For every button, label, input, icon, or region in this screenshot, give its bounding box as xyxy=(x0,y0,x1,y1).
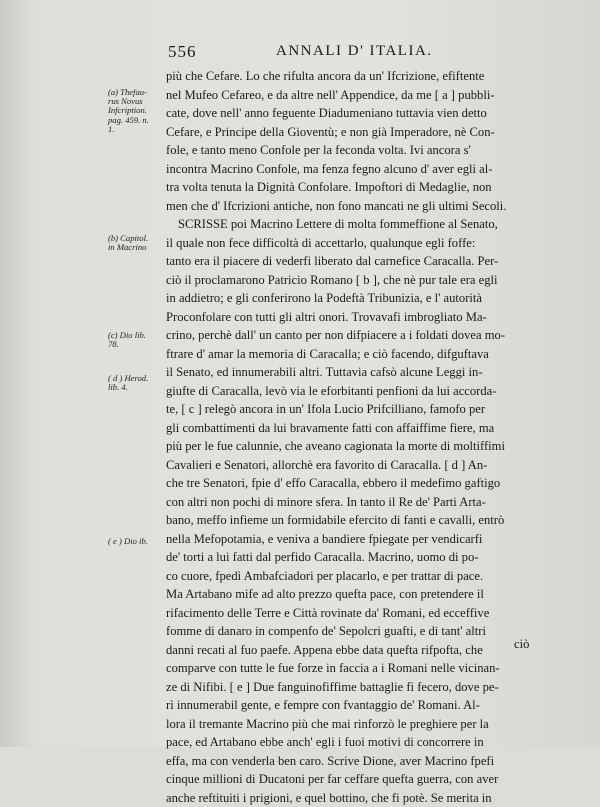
margin-note-line: 1. xyxy=(108,125,166,134)
text-line: danni recati al fuo paefe. Appena ebbe data quefta rifpofta, che xyxy=(166,641,534,660)
text-line: più che Cefare. Lo che rifulta ancora da un' Ifcrizione, efiftente xyxy=(166,67,534,86)
text-line: cinque millioni di Ducatoni per far ceffare quefta guerra, con aver xyxy=(166,770,534,789)
margin-note-line: lib. 4. xyxy=(108,383,166,392)
text-line: men che d' Ifcrizioni antiche, non fono mancati ne gli ultimi Secoli. xyxy=(166,197,534,216)
text-line: comparve con tutte le fue forze in faccia a i Romani nelle vicinan- xyxy=(166,659,534,678)
margin-note-line: (b) Capitol. xyxy=(108,234,166,243)
text-line: bano, meffo infieme un formidabile efercito di fanti e cavalli, entrò xyxy=(166,511,534,530)
margin-note-line: Infcription. xyxy=(108,106,166,115)
margin-note-line: pag. 459. n. xyxy=(108,116,166,125)
text-line: Cefare, e Principe della Gioventù; e non già Imperadore, nè Con- xyxy=(166,123,534,142)
body-text xyxy=(166,67,534,807)
text-line: de' torti a lui fatti dal perfido Caracalla. Macrino, uomo di po- xyxy=(166,548,534,567)
text-line: fomme di danaro in compenfo de' Sepolcri guafti, e di tant' altri xyxy=(166,622,534,641)
text-line: giufte di Caracalla, levò via le eforbitanti penfioni da lui accorda- xyxy=(166,382,534,401)
text-line: effa, ma con venderla ben caro. Scrive Dione, aver Macrino fpefi xyxy=(166,752,534,771)
margin-note-line: ( e ) Dio ib. xyxy=(108,537,166,546)
text-line: tra volta tenuta la Dignità Confolare. Impoftori di Medaglie, non xyxy=(166,178,534,197)
page-header xyxy=(168,42,548,66)
text-line: nella Mefopotamia, e veniva a bandiere fpiegate per vendicarfi xyxy=(166,530,534,549)
margin-note-line: (c) Dio lib. xyxy=(108,331,166,340)
margin-note-line: 78. xyxy=(108,340,166,349)
text-line: fole, e tanto meno Confole per la feconda volta. Ivi ancora s' xyxy=(166,141,534,160)
running-title: ANNALI D' ITALIA. xyxy=(276,43,433,60)
text-line: più per le fue calunnie, che aveano cagionata la morte di moltiffimi xyxy=(166,437,534,456)
text-line: gli combattimenti da lui bravamente fatti con affaiffime fiere, ma xyxy=(166,419,534,438)
text-line: rifacimento delle Terre e Città rovinate da' Romani, ed ecceffive xyxy=(166,604,534,623)
text-line: ciò il proclamarono Patricio Romano [ b ], che nè pur tale era egli xyxy=(166,271,534,290)
margin-note-b xyxy=(108,234,166,252)
text-line: in addietro; e gli conferirono la Podeftà Tribunizia, e l' autorità xyxy=(166,289,534,308)
text-line: che tre Senatori, fpie d' effo Caracalla, ebbero il medefimo gaftigo xyxy=(166,474,534,493)
margin-note-d xyxy=(108,374,166,392)
margin-note-c xyxy=(108,331,166,349)
text-line: nel Mufeo Cefareo, e da altre nell' Appendice, da me [ a ] pubbli- xyxy=(166,86,534,105)
text-line: Ma Artabano mife ad alto prezzo quefta pace, con pretendere il xyxy=(166,585,534,604)
text-line: tanto era il piacere di vederfi liberato dal carnefice Caracalla. Per- xyxy=(166,252,534,271)
text-line: con altri non pochi di minore sfera. In tanto il Re de' Parti Arta- xyxy=(166,493,534,512)
text-line: pace, ed Artabano ebbe anch' egli i fuoi motivi di concorrere in xyxy=(166,733,534,752)
text-line: rì innumerabil gente, e fempre con fvantaggio de' Romani. Al- xyxy=(166,696,534,715)
margin-note-line: (a) Thefau- xyxy=(108,88,166,97)
text-line: crino, perchè dall' un canto per non difpiacere a i foldati dovea mo- xyxy=(166,326,534,345)
text-line: incontra Macrino Confole, ma fenza fegno alcuno d' aver egli al- xyxy=(166,160,534,179)
text-line: SCRISSE poi Macrino Lettere di molta fommeffione al Senato, xyxy=(166,215,534,234)
margin-note-line: in Macrino xyxy=(108,243,166,252)
margin-note-e xyxy=(108,537,166,546)
text-line: ze di Nifibi. [ e ] Due fanguinofiffime battaglie fi fecero, dove pe- xyxy=(166,678,534,697)
margin-note-line: ( d ) Herod. xyxy=(108,374,166,383)
catchword: ciò xyxy=(514,637,529,652)
text-line: Cavalieri e Senatori, allorchè era favorito di Caracalla. [ d ] An- xyxy=(166,456,534,475)
margin-note-a xyxy=(108,88,166,134)
text-line: co cuore, fpedì Ambafciadori per placarlo, e per trattar di pace. xyxy=(166,567,534,586)
page-number: 556 xyxy=(168,42,197,62)
text-line: cate, dove nell' anno feguente Diadumeniano tuttavia vien detto xyxy=(166,104,534,123)
text-line: te, [ c ] relegò ancora in un' Ifola Lucio Prifcilliano, famofo per xyxy=(166,400,534,419)
text-line: il quale non fece difficoltà di accettarlo, qualunque egli foffe: xyxy=(166,234,534,253)
margin-note-line: rus Novus xyxy=(108,97,166,106)
text-line: il Senato, ed innumerabili altri. Tuttavia cafsò alcune Leggi in- xyxy=(166,363,534,382)
text-line: Proconfolare con tutti gli altri onori. Trovavafi imbrogliato Ma- xyxy=(166,308,534,327)
text-line: lora il tremante Macrino più che mai rinforzò le preghiere per la xyxy=(166,715,534,734)
text-line: anche reftituiti i prigioni, e quel bottino, che fi potè. Se merita in xyxy=(166,789,534,807)
text-line: ftrare d' amar la memoria di Caracalla; e ciò facendo, difguftava xyxy=(166,345,534,364)
